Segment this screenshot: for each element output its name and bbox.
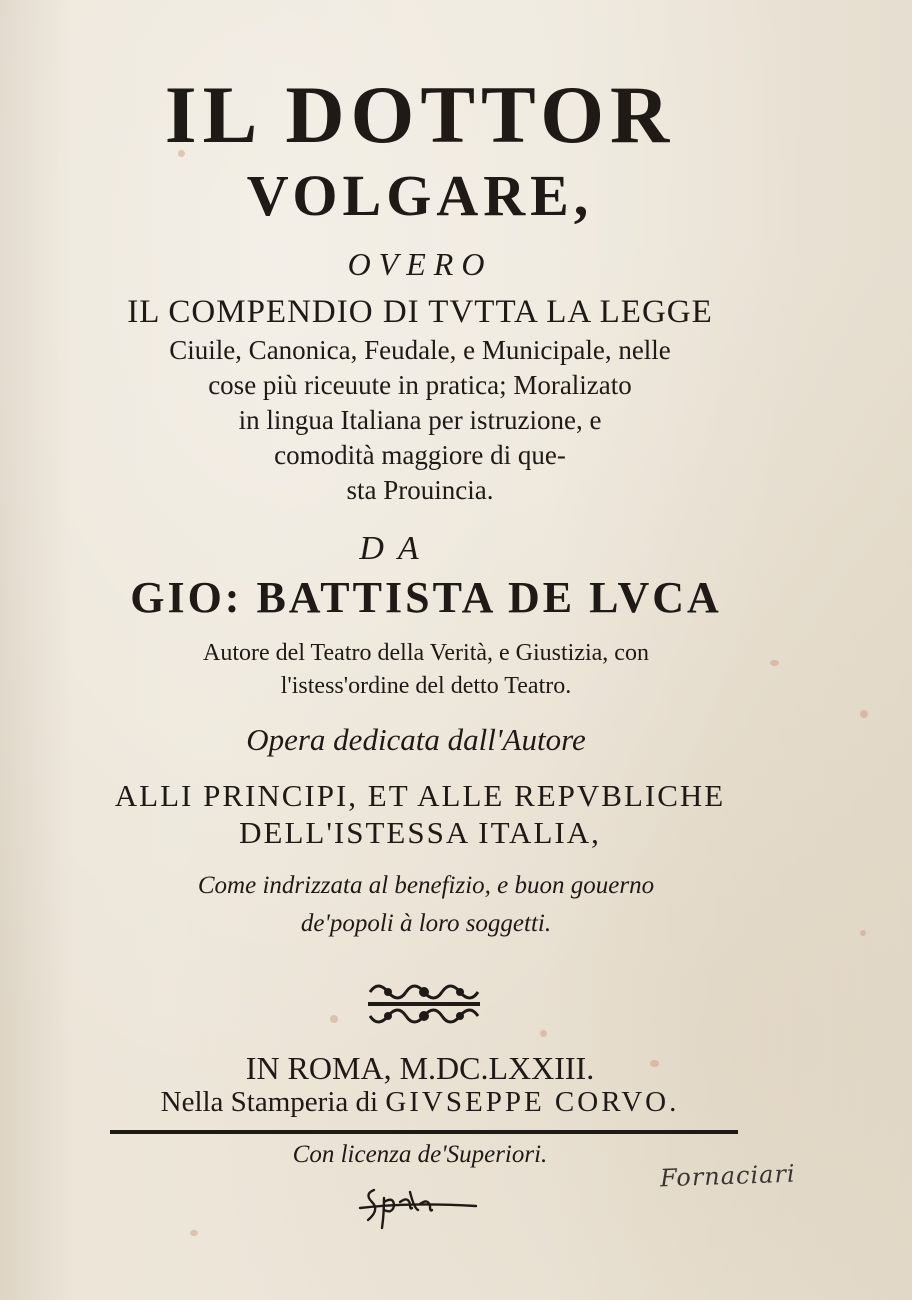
- imprint-license: Con licenza de'Superiori.: [292, 1141, 548, 1168]
- foxing-spot: [190, 1230, 198, 1236]
- dedication-recipients-line: DELL'ISTESSA ITALIA,: [239, 815, 601, 850]
- dedication-purpose-line: Come indrizzata al benefizio, e buon gouerno: [197, 872, 655, 899]
- dedication-heading: Opera dedicata dall'Autore: [246, 722, 586, 757]
- dedication-recipients-line: ALLI PRINCIPI, ET ALLE REPVBLICHE: [114, 778, 726, 813]
- divider-rule: [110, 1130, 738, 1134]
- description-line: sta Prouincia.: [346, 475, 494, 505]
- printer-prefix: Nella Stamperia di: [160, 1086, 379, 1118]
- handwritten-signature-icon: [356, 1180, 480, 1232]
- printer-ornament-icon: [364, 978, 484, 1030]
- description-line: cose più riceuute in pratica; Moralizato: [208, 370, 632, 400]
- title-line-1: IL DOTTOR: [164, 69, 676, 160]
- description-line: in lingua Italiana per istruzione, e: [238, 405, 602, 435]
- dedication-purpose-line: de'popoli à loro soggetti.: [300, 910, 552, 937]
- imprint-printer: [0, 1086, 876, 1119]
- handwritten-name: Fornaciari: [659, 1159, 797, 1193]
- author-credentials-line: Autore del Teatro della Verità, e Giustizia, con: [203, 640, 649, 666]
- title-line-2: VOLGARE,: [246, 163, 594, 228]
- description-line: comodità maggiore di que-: [274, 440, 566, 470]
- author-credentials-line: l'istess'ordine del detto Teatro.: [280, 673, 572, 699]
- subtitle-compendio: IL COMPENDIO DI TVTTA LA LEGGE: [127, 294, 713, 330]
- author-name: GIO: BATTISTA DE LVCA: [130, 573, 722, 622]
- imprint-place-date: IN ROMA, M.DC.LXXIII.: [245, 1050, 595, 1086]
- description-line: Ciuile, Canonica, Feudale, e Municipale, nelle: [169, 335, 671, 365]
- printer-name: GIVSEPPE CORVO.: [385, 1086, 680, 1118]
- foxing-spot: [860, 710, 868, 718]
- foxing-spot: [330, 1015, 338, 1023]
- by-label: DA: [359, 530, 433, 567]
- foxing-spot: [540, 1030, 547, 1037]
- subtitle-overo: OVERO: [347, 246, 493, 282]
